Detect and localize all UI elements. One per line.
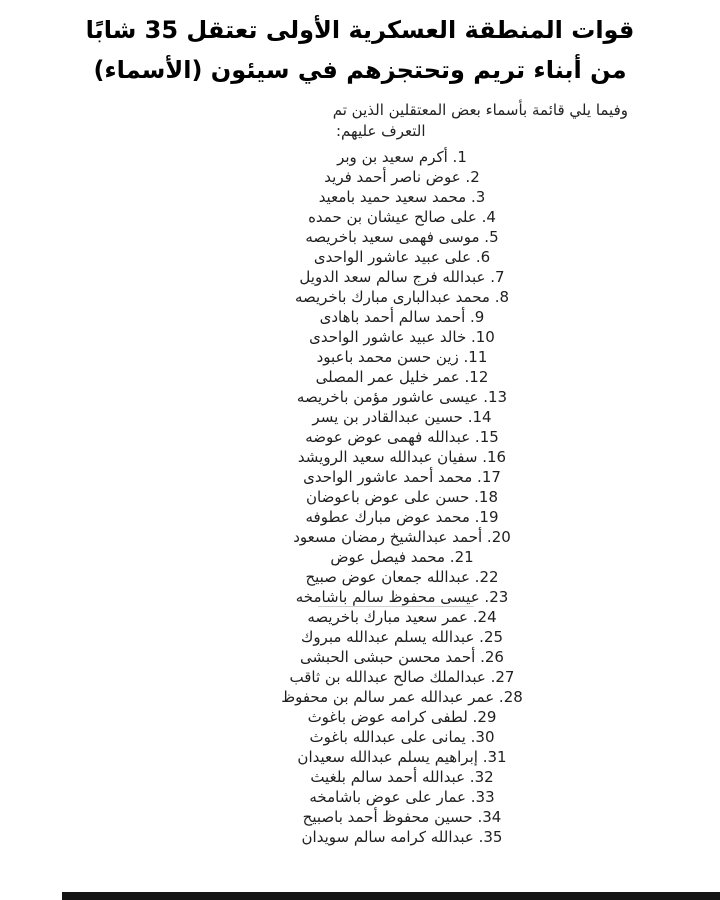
intro-line-2: التعرف عليهم:: [336, 122, 426, 140]
headline-line-2: من أبناء تريم وتحتجزهم في سيئون (الأسماء): [93, 56, 627, 84]
detainee-list-item: 16. سفيان عبدالله سعيد الرويشد: [297, 448, 507, 466]
intro-line-1: وفيما يلي قائمة بأسماء بعض المعتقلين الذين تم: [332, 101, 628, 119]
intro-paragraph: [332, 100, 628, 142]
detainee-list-item: 15. عبدالله فهمى عوض عوضه: [305, 428, 499, 446]
detainee-list-item: 8. محمد عبدالبارى مبارك باخريصه: [294, 288, 510, 306]
detainee-list-item: 24. عمر سعيد مبارك باخريصه: [307, 608, 497, 626]
detainee-list-item: 31. إبراهيم يسلم عبدالله سعيدان: [297, 748, 507, 766]
detainee-list-item: 25. عبدالله يسلم عبدالله مبروك: [300, 628, 504, 646]
detainee-list-item: 10. خالد عبيد عاشور الواحدى: [309, 328, 495, 346]
detainee-list-item: 7. عبدالله فرج سالم سعد الدويل: [299, 268, 505, 286]
detainee-list-item: 30. يمانى على عبدالله باغوث: [309, 728, 495, 746]
detainee-list-item: 5. موسى فهمى سعيد باخريصه: [305, 228, 499, 246]
detainee-list-item: 12. عمر خليل عمر المصلى: [315, 368, 489, 386]
detainee-list-item: 17. محمد أحمد عاشور الواحدى: [303, 468, 501, 486]
detainee-list-item: 1. أكرم سعيد بن وبر: [337, 148, 467, 166]
detainee-list-item: 34. حسين محفوظ أحمد باصبيح: [302, 808, 502, 826]
detainee-list-item: 6. على عبيد عاشور الواحدى: [313, 248, 491, 266]
detainee-list-item: 28. عمر عبدالله عمر سالم بن محفوظ: [281, 688, 523, 706]
headline-line-1: قوات المنطقة العسكرية الأولى تعتقل 35 شابًا: [85, 16, 635, 44]
detainee-list-item: 33. عمار على عوض باشامخه: [309, 788, 495, 806]
detainee-list: [84, 147, 720, 847]
detainee-list-item: 26. أحمد محسن حبشى الحبشى: [300, 648, 504, 666]
detainee-list-item: 2. عوض ناصر أحمد فريد: [324, 168, 480, 186]
detainee-list-item: 4. على صالح عيشان بن حمده: [308, 208, 496, 226]
detainee-list-item: 11. زين حسن محمد باعبود: [316, 348, 488, 366]
bottom-edge-bar: [62, 892, 720, 900]
detainee-list-item: 14. حسين عبدالقادر بن يسر: [312, 408, 492, 426]
detainee-list-item: 21. محمد فيصل عوض: [330, 548, 474, 566]
detainee-list-item: 22. عبدالله جمعان عوض صبيح: [305, 568, 499, 586]
detainee-list-item: 9. أحمد سالم أحمد باهادى: [319, 308, 485, 326]
detainee-list-item: 3. محمد سعيد حميد بامعيد: [318, 188, 486, 206]
detainee-list-item: 19. محمد عوض مبارك عطوفه: [305, 508, 499, 526]
detainee-list-item: 18. حسن على عوض باعوضان: [305, 488, 499, 506]
detainee-list-item: 32. عبدالله أحمد سالم بلغيث: [310, 768, 494, 786]
detainee-list-item: 35. عبدالله كرامه سالم سويدان: [301, 828, 503, 846]
detainee-list-item: 27. عبدالملك صالح عبدالله بن ثاقب: [289, 668, 515, 686]
article-headline: [0, 0, 720, 90]
detainee-list-item: 29. لطفى كرامه عوض باغوث: [307, 708, 497, 726]
detainee-list-item: 20. أحمد عبدالشيخ رمضان مسعود: [293, 528, 511, 546]
detainee-list-item: 23. عيسى محفوظ سالم باشامخه: [295, 588, 509, 606]
detainee-list-item: 13. عيسى عاشور مؤمن باخريصه: [296, 388, 508, 406]
